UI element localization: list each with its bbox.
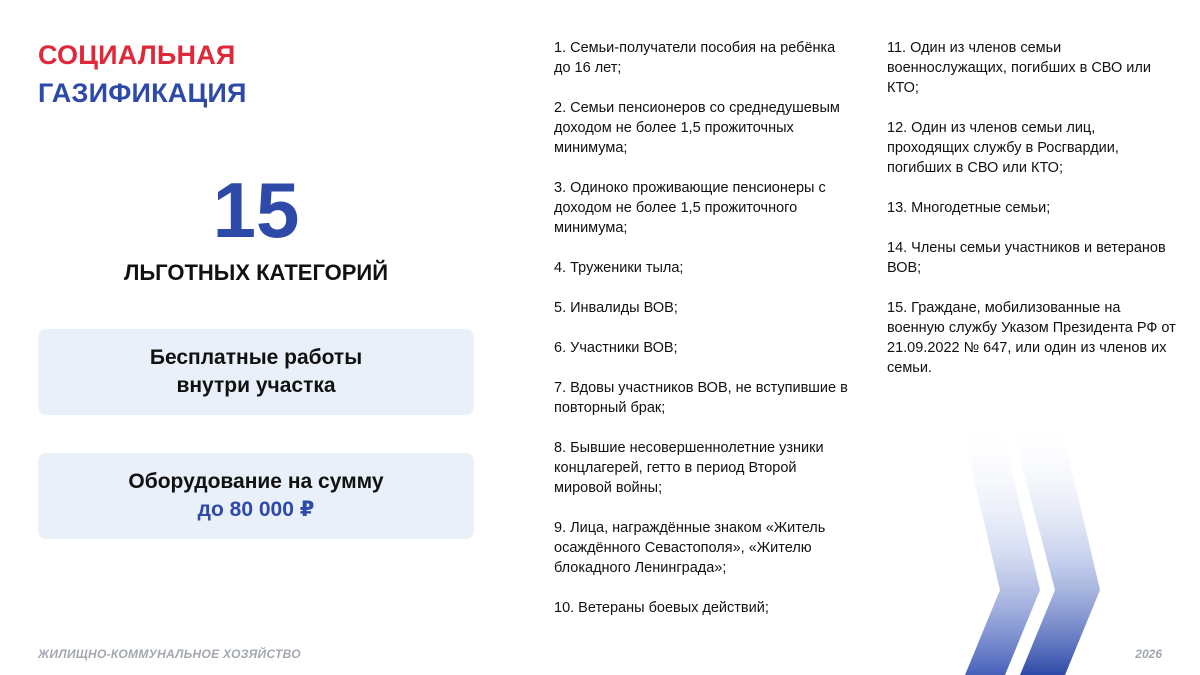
equipment-card xyxy=(38,453,474,539)
categories-count: 15 xyxy=(212,166,300,254)
categories-list-left xyxy=(554,38,854,638)
category-item-3: 3. Одиноко проживающие пенсионеры с доходом не более 1,5 прожиточного минимума; xyxy=(554,180,826,236)
free-works-line1: Бесплатные работы xyxy=(149,346,363,369)
category-item-2: 2. Семьи пенсионеров со среднедушевым доходом не более 1,5 прожиточных минимума; xyxy=(554,100,840,156)
equipment-amount: до 80 000 ₽ xyxy=(197,498,315,521)
category-item-15: 15. Граждане, мобилизованные на военную службу Указом Президента РФ от 21.09.2022 № 647, или один из членов их семьи. xyxy=(887,300,1176,376)
footer-year: 2026 xyxy=(1135,647,1162,661)
category-item-6: 6. Участники ВОВ; xyxy=(554,340,678,356)
category-item-10: 10. Ветераны боевых действий; xyxy=(554,600,769,616)
title-line-red: СОЦИАЛЬНАЯ xyxy=(38,40,236,70)
category-item-9: 9. Лица, награждённые знаком «Житель осаждённого Севастополя», «Жителю блокадного Ленинграда»; xyxy=(554,520,826,576)
category-item-12: 12. Один из членов семьи лиц, проходящих службу в Росгвардии, погибших в СВО или КТО; xyxy=(887,120,1119,176)
category-item-13: 13. Многодетные семьи; xyxy=(887,200,1051,216)
categories-list-right xyxy=(887,38,1177,398)
category-item-1: 1. Семьи-получатели пособия на ребёнка до 16 лет; xyxy=(554,40,836,76)
chevron-decoration-icon xyxy=(950,420,1130,675)
category-item-5: 5. Инвалиды ВОВ; xyxy=(554,300,678,316)
footer-section-label: ЖИЛИЩНО-КОММУНАЛЬНОЕ ХОЗЯЙСТВО xyxy=(38,647,301,661)
equipment-line1: Оборудование на сумму xyxy=(128,470,384,493)
category-item-7: 7. Вдовы участников ВОВ, не вступившие в повторный брак; xyxy=(554,380,848,416)
category-item-4: 4. Труженики тыла; xyxy=(554,260,684,276)
categories-caption: ЛЬГОТНЫХ КАТЕГОРИЙ xyxy=(123,260,389,285)
free-works-card xyxy=(38,329,474,415)
category-item-14: 14. Члены семьи участников и ветеранов ВОВ; xyxy=(887,240,1166,276)
category-item-8: 8. Бывшие несовершеннолетние узники концлагерей, гетто в период Второй мировой войны; xyxy=(554,440,824,496)
category-item-11: 11. Один из членов семьи военнослужащих, погибших в СВО или КТО; xyxy=(887,40,1151,96)
slide-title xyxy=(38,36,247,112)
title-line-blue: ГАЗИФИКАЦИЯ xyxy=(38,78,247,108)
free-works-line2: внутри участка xyxy=(176,374,336,397)
